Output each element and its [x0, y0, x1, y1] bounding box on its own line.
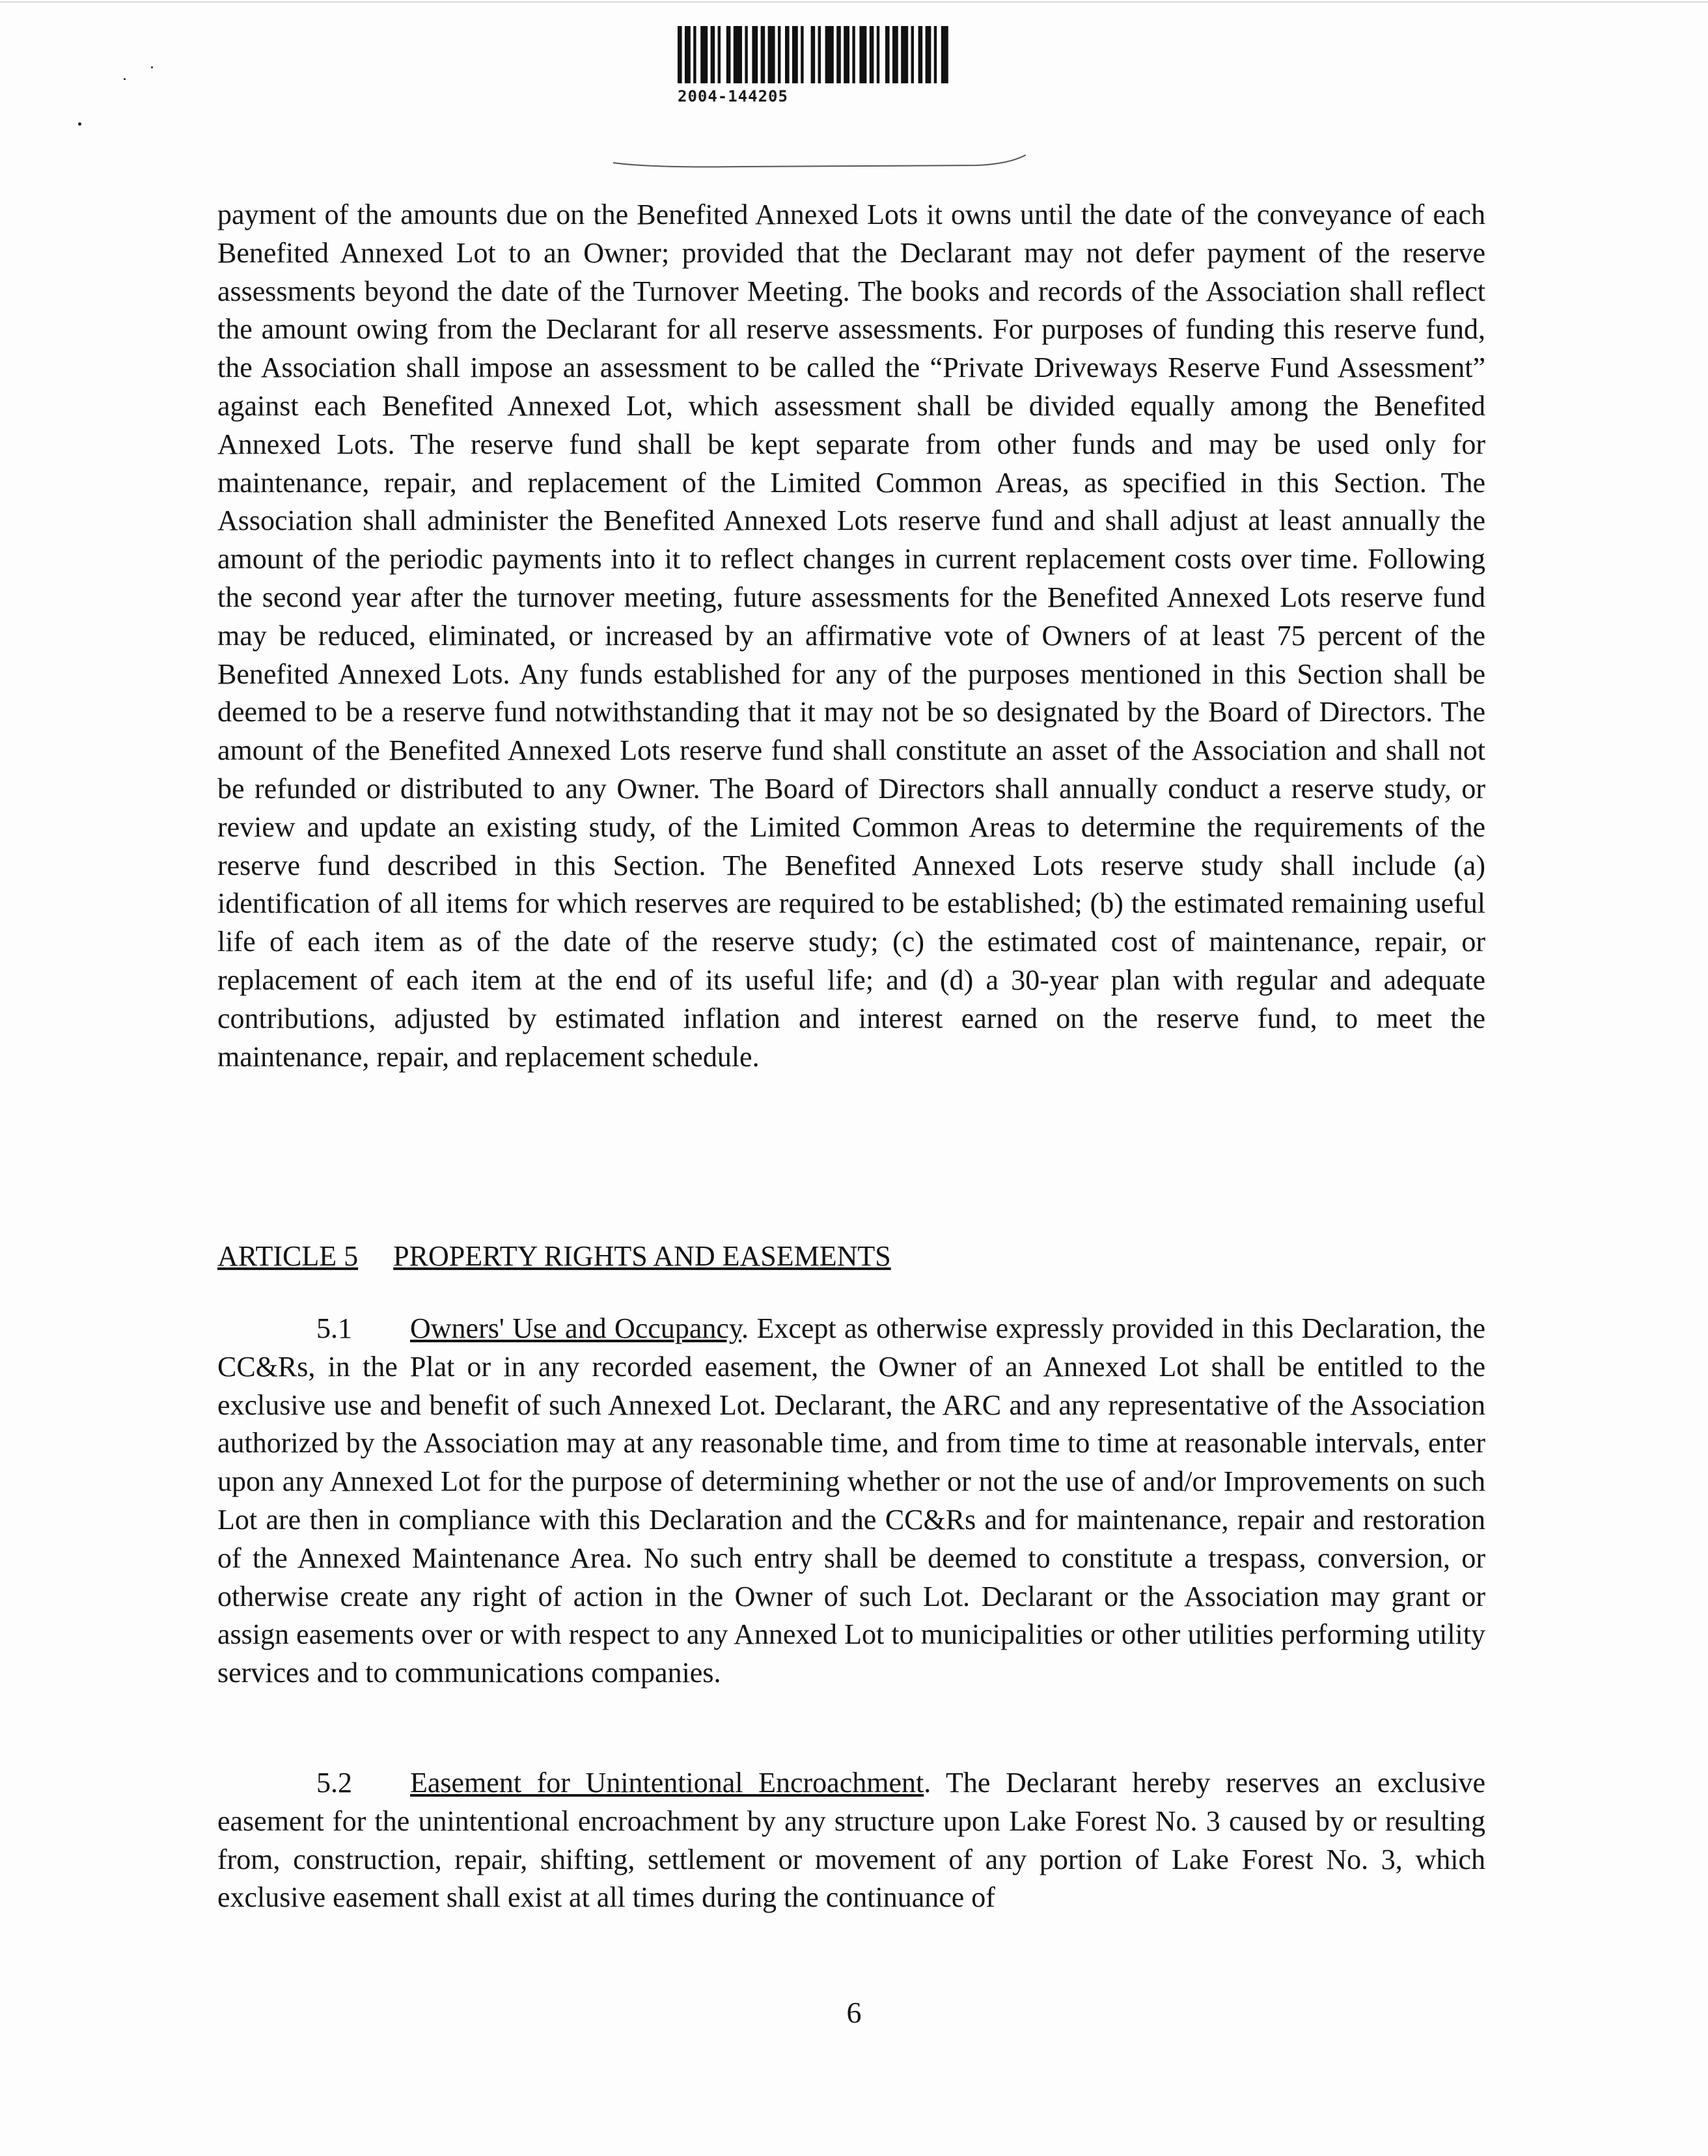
section-number: 5.2 [316, 1767, 352, 1799]
scan-top-edge [0, 1, 1708, 3]
barcode-bar [718, 26, 721, 83]
scan-speck [78, 122, 81, 126]
scan-speck [151, 66, 153, 68]
section-body: . Except as otherwise expressly provided in this Declaration, the CC&Rs, in the Plat or in any recorded easement, the Owner of an Annexed Lot shall be entitled to the exclusive use and benefit of such Annexed Lot. Declarant, the ARC and any representative of the Association authorized by the Association may at any reasonable time, and from time to time at reasonable intervals, enter upon any Annexed Lot for the purpose of determining whether or not the use of and/or Improvements on such Lot are then in compliance with this Declaration and the CC&Rs and for maintenance, repair and restoration of the Annexed Maintenance Area. No such entry shall be deemed to constitute a trespass, conversion, or otherwise create any right of action in the Owner of such Lot. Declarant or the Association may grant or assign easements over or with respect to any Annexed Lot to municipalities or other utilities performing utility services and to communications companies. [217, 1312, 1485, 1689]
recording-number: 2004-144205 [678, 87, 788, 105]
barcode-bar [768, 26, 775, 83]
barcode-bar [761, 26, 765, 83]
article-title: PROPERTY RIGHTS AND EASEMENTS [393, 1240, 891, 1272]
section-heading: Easement for Unintentional Encroachment [410, 1767, 924, 1799]
barcode-bar [678, 26, 682, 83]
barcode-bar [792, 26, 798, 83]
section-5-1 [217, 1310, 1485, 1693]
barcode-bar [685, 26, 691, 83]
page-number: 6 [846, 1996, 862, 2029]
barcode-bar [844, 26, 849, 83]
recording-barcode [678, 26, 971, 83]
barcode-bar [811, 26, 816, 83]
article-heading [217, 1237, 891, 1276]
barcode-bar [892, 26, 898, 83]
barcode-bar [870, 26, 874, 83]
barcode-bar [693, 26, 696, 83]
barcode-bar [901, 26, 908, 83]
barcode-bar [836, 26, 841, 83]
barcode-bar [752, 26, 758, 83]
barcode-bar [911, 26, 914, 83]
section-body: . The Declarant hereby reserves an exclusive easement for the unintentional encroachment by any structure upon Lake Forest No. 3 caused by or resulting from, construction, repair, shifting, settlement or movement of any portion of Lake Forest No. 3, which exclusive easement shall exist at all times during the continuance of [217, 1767, 1485, 1914]
barcode-bar [745, 26, 747, 83]
scan-speck [124, 78, 126, 80]
barcode-bar [941, 26, 948, 83]
reserve-fund-paragraph: payment of the amounts due on the Benefited Annexed Lots it owns until the date of the conveyance of each Benefited Annexed Lot to an Owner; provided that the Declarant may not defer payment of the reserve assessments beyond the date of the Turnover Meeting. The books and records of the Association shall reflect the amount owing from the Declarant for all reserve assessments. For purposes of funding this reserve fund, the Association shall impose an assessment to be called the “Private Driveways Reserve Fund Assessment” against each Benefited Annexed Lot, which assessment shall be divided equally among the Benefited Annexed Lots. The reserve fund shall be kept separate from other funds and may be used only for maintenance, repair, and replacement of the Limited Common Areas, as specified in this Section. The Association shall administer the Benefited Annexed Lots reserve fund and shall adjust at least annually the amount of the periodic payments into it to reflect changes in current replacement costs over time. Following the second year after the turnover meeting, future assessments for the Benefited Annexed Lots reserve fund may be reduced, eliminated, or increased by an affirmative vote of Owners of at least 75 percent of the Benefited Annexed Lots. Any funds established for any of the purposes mentioned in this Section shall be deemed to be a reserve fund notwithstanding that it may not be so designated by the Board of Directors. The amount of the Benefited Annexed Lots reserve fund shall constitute an asset of the Association and shall not be refunded or distributed to any Owner. The Board of Directors shall annually conduct a reserve study, or review and update an existing study, of the Limited Common Areas to determine the requirements of the reserve fund described in this Section. The Benefited Annexed Lots reserve study shall include (a) identification of all items for which reserves are required to be established; (b) the estimated remaining useful life of each item as of the date of the reserve study; (c) the estimated cost of maintenance, repair, or replacement of each item at the end of its useful life; and (d) a 30-year plan with regular and adequate contributions, adjusted by estimated inflation and interest earned on the reserve fund, to meet the maintenance, repair, and replacement schedule. [217, 199, 1485, 1073]
barcode-bar [734, 26, 742, 83]
section-number: 5.1 [316, 1312, 352, 1344]
barcode-bar [778, 26, 780, 83]
barcode-bar [785, 26, 790, 83]
barcode-bar [885, 26, 890, 83]
barcode-bar [877, 26, 879, 83]
barcode-bar [711, 26, 715, 83]
section-5-2 [217, 1764, 1485, 1917]
barcode-bar [859, 26, 866, 83]
barcode-bar [818, 26, 821, 83]
barcode-bar [852, 26, 855, 83]
barcode-bar [700, 26, 708, 83]
article-number: ARTICLE 5 [217, 1240, 359, 1272]
barcode-bar [726, 26, 731, 83]
barcode-bar [825, 26, 834, 83]
barcode-bar [918, 26, 923, 83]
barcode-bar [934, 26, 937, 83]
stamp-underline [612, 151, 1028, 171]
barcode-bar [926, 26, 931, 83]
section-heading: Owners' Use and Occupancy [410, 1312, 742, 1344]
barcode-bar [801, 26, 803, 83]
